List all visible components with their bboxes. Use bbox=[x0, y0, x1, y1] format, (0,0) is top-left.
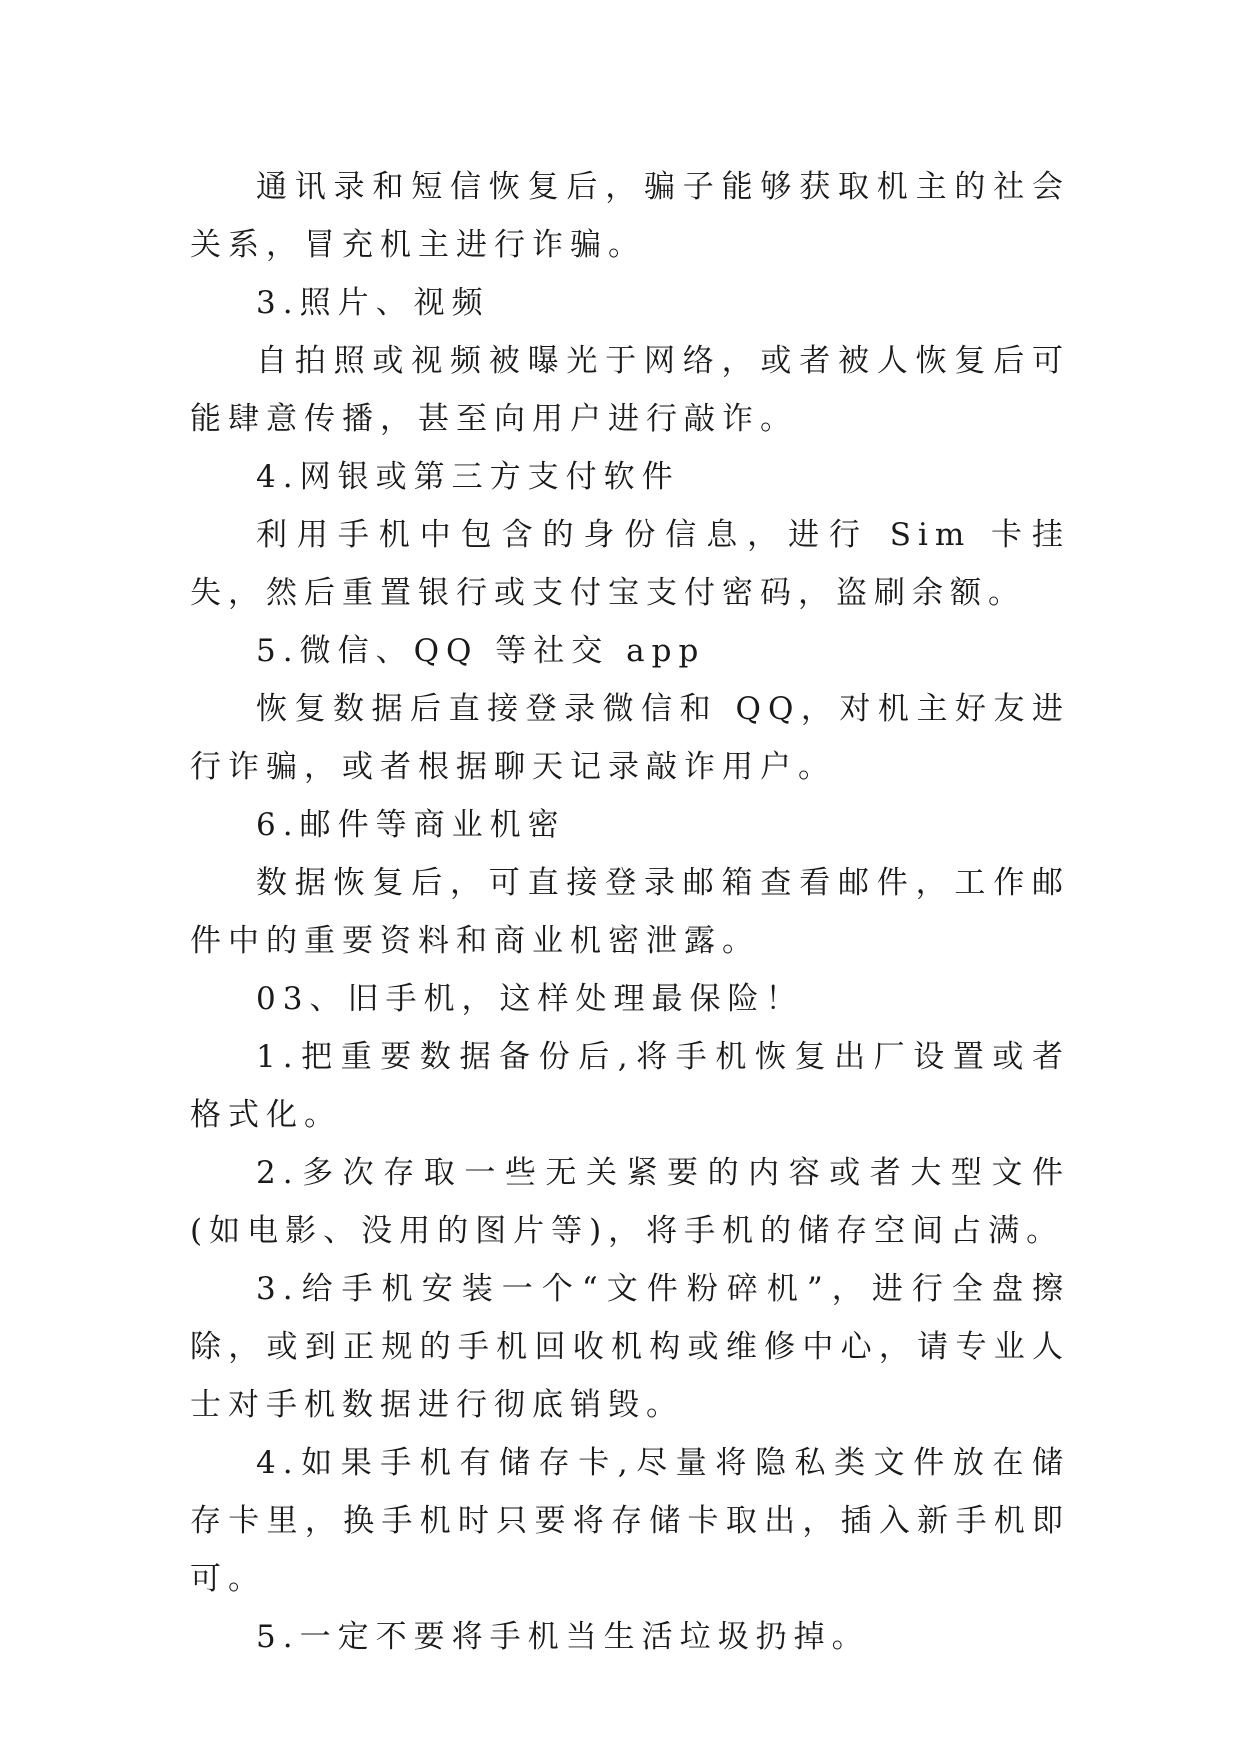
heading-email-secrets: 6.邮件等商业机密 bbox=[256, 807, 566, 843]
paragraph-photos-videos: 自拍照或视频被曝光于网络，或者被人恢复后可能肆意传播，甚至向用户进行敲诈。 bbox=[190, 343, 1070, 437]
section-heading-old-phone: 03、旧手机，这样处理最保险！ bbox=[256, 981, 804, 1017]
heading-online-banking: 4.网银或第三方支付软件 bbox=[256, 459, 680, 495]
heading-photos-videos: 3.照片、视频 bbox=[256, 285, 490, 321]
heading-social-apps: 5.微信、QQ 等社交 app bbox=[256, 633, 706, 669]
paragraph-email-secrets: 数据恢复后，可直接登录邮箱查看邮件，工作邮件中的重要资料和商业机密泄露。 bbox=[190, 865, 1070, 959]
tip-item-3: 3.给手机安装一个“文件粉碎机”，进行全盘擦除，或到正规的手机回收机构或维修中心，请专业人士对手机数据进行彻底销毁。 bbox=[190, 1271, 1070, 1423]
tip-item-5: 5.一定不要将手机当生活垃圾扔掉。 bbox=[256, 1619, 870, 1655]
paragraph-contacts-sms: 通讯录和短信恢复后，骗子能够获取机主的社会关系，冒充机主进行诈骗。 bbox=[190, 169, 1070, 263]
tip-item-2: 2.多次存取一些无关紧要的内容或者大型文件(如电影、没用的图片等)，将手机的储存空间占满。 bbox=[190, 1155, 1070, 1249]
document-body bbox=[190, 158, 1070, 1666]
tip-item-4: 4.如果手机有储存卡,尽量将隐私类文件放在储存卡里，换手机时只要将存储卡取出，插入新手机即可。 bbox=[190, 1445, 1070, 1597]
paragraph-social-apps: 恢复数据后直接登录微信和 QQ，对机主好友进行诈骗，或者根据聊天记录敲诈用户。 bbox=[190, 691, 1070, 785]
paragraph-online-banking: 利用手机中包含的身份信息，进行 Sim 卡挂失，然后重置银行或支付宝支付密码，盗刷余额。 bbox=[190, 517, 1070, 611]
tip-item-1: 1.把重要数据备份后,将手机恢复出厂设置或者格式化。 bbox=[190, 1039, 1070, 1133]
